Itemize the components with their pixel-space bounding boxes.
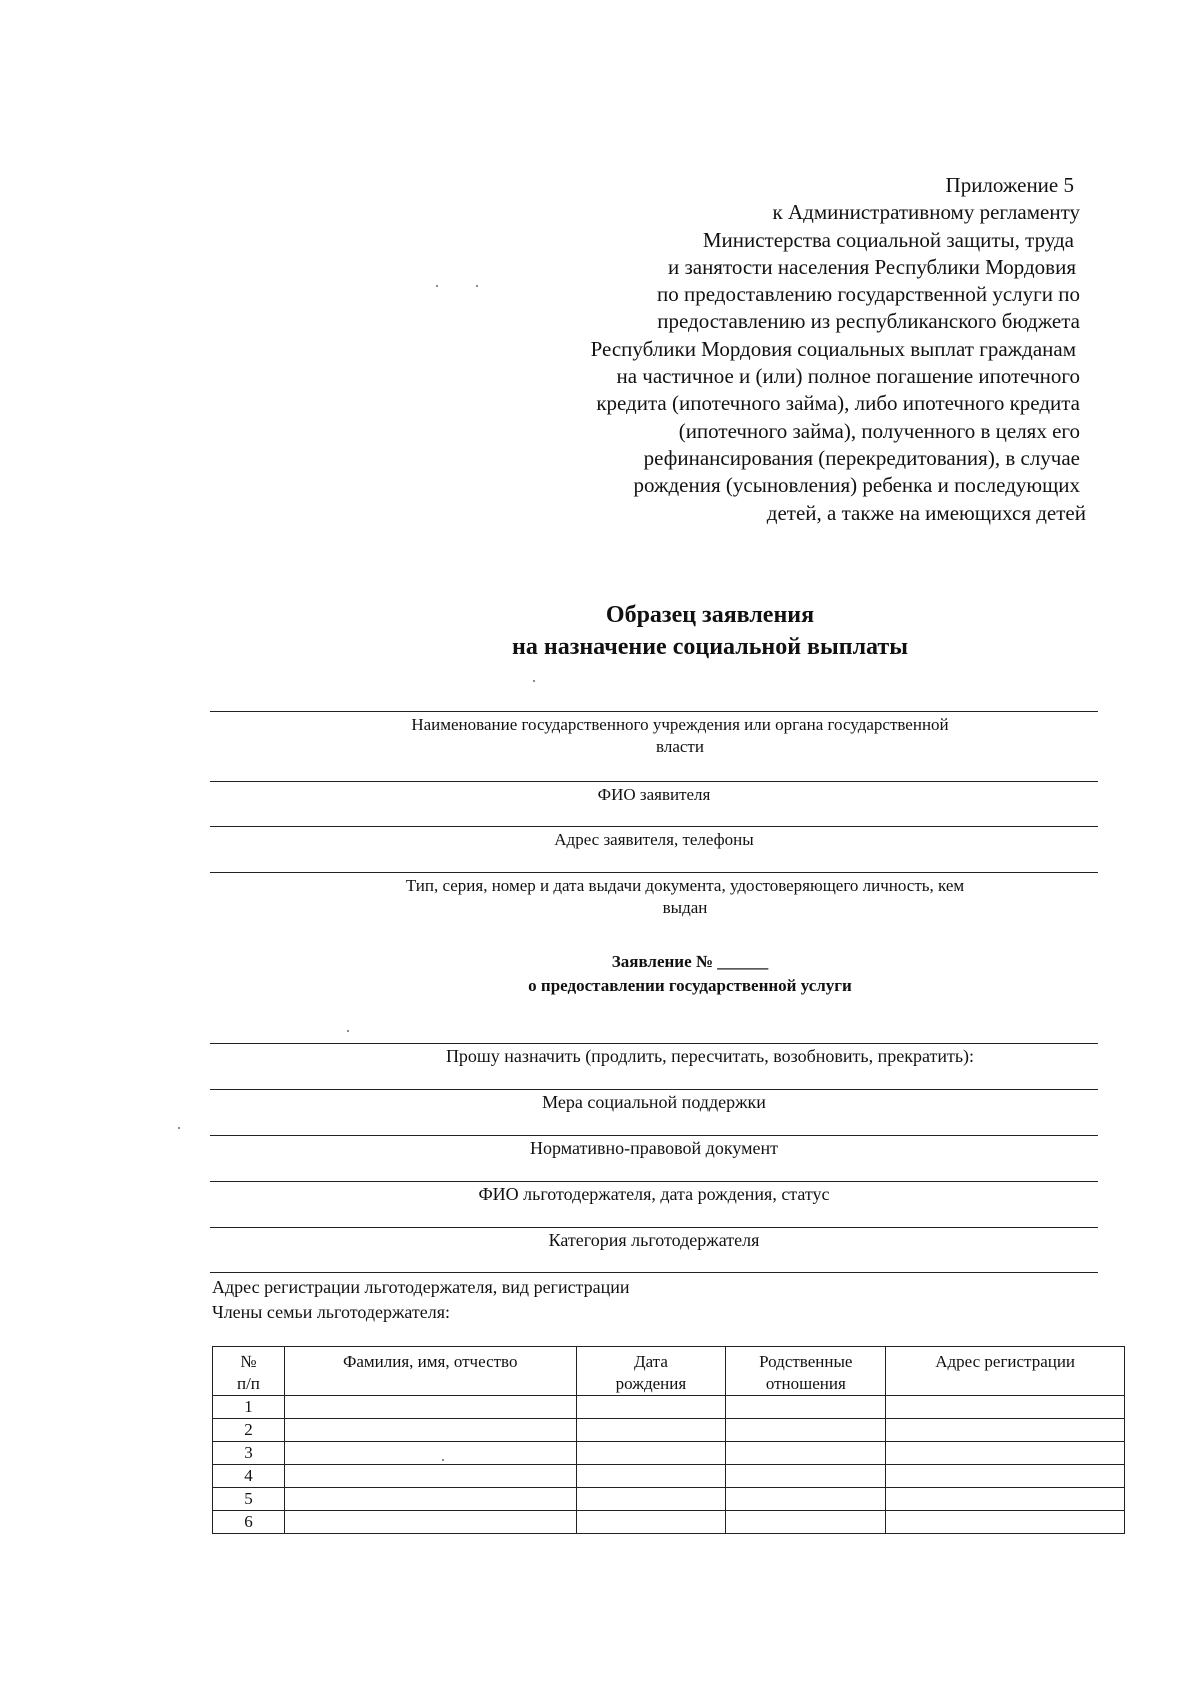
cell-name xyxy=(284,1488,576,1511)
cell-name xyxy=(284,1465,576,1488)
column-header-number xyxy=(213,1347,285,1396)
cell-address xyxy=(886,1396,1125,1419)
appendix-line: и занятости населения Республики Мордовия xyxy=(667,254,1076,279)
cell-relation xyxy=(726,1465,886,1488)
cell-relation xyxy=(726,1511,886,1534)
row-number: 1 xyxy=(213,1396,285,1419)
table-row xyxy=(213,1419,1125,1442)
column-header-relation-line1: Родственные xyxy=(759,1352,853,1371)
table-row xyxy=(213,1396,1125,1419)
institution-caption-line2: власти xyxy=(656,737,704,756)
cell-birth-date xyxy=(576,1396,726,1419)
cell-address xyxy=(886,1442,1125,1465)
field-line xyxy=(210,781,1098,782)
cell-name xyxy=(284,1442,576,1465)
table-row xyxy=(213,1465,1125,1488)
cell-address xyxy=(886,1511,1125,1534)
appendix-line: на частичное и (или) полное погашение ипотечного xyxy=(616,364,1080,389)
field-line xyxy=(210,711,1098,712)
appendix-line: предоставлению из республиканского бюджета xyxy=(657,309,1080,334)
document-title: Образец заявления xyxy=(605,602,815,628)
appendix-line: (ипотечного займа), полученного в целях его xyxy=(678,418,1080,443)
scan-speck xyxy=(178,1127,180,1129)
appendix-line: к Административному регламенту xyxy=(772,200,1080,225)
identity-document-caption-line2: выдан xyxy=(662,898,708,917)
family-members-table xyxy=(212,1346,1125,1534)
document-subtitle: на назначение социальной выплаты xyxy=(512,634,908,660)
cell-birth-date xyxy=(576,1511,726,1534)
row-number: 6 xyxy=(213,1511,285,1534)
request-caption: Прошу назначить (продлить, пересчитать, возобновить, прекратить): xyxy=(445,1046,975,1066)
legal-document-caption: Нормативно-правовой документ xyxy=(530,1138,778,1158)
institution-caption-line1: Наименование государственного учреждения или органа государственной xyxy=(411,715,949,734)
column-header-birth-date-line1: Дата xyxy=(633,1352,668,1371)
column-header-number-line1: № xyxy=(240,1352,257,1371)
column-header-relation xyxy=(726,1347,886,1396)
cell-address xyxy=(886,1488,1125,1511)
column-header-relation-line2: отношения xyxy=(765,1374,846,1393)
scan-speck xyxy=(442,1459,444,1461)
table-row xyxy=(213,1511,1125,1534)
appendix-line: Министерства социальной защиты, труда xyxy=(702,227,1074,252)
field-line xyxy=(210,1181,1098,1182)
applicant-fio-caption: ФИО заявителя xyxy=(597,785,711,804)
column-header-birth-date xyxy=(576,1347,726,1396)
row-number: 2 xyxy=(213,1419,285,1442)
row-number: 4 xyxy=(213,1465,285,1488)
cell-relation xyxy=(726,1488,886,1511)
cell-relation xyxy=(726,1396,886,1419)
beneficiary-caption: ФИО льготодержателя, дата рождения, статус xyxy=(478,1184,830,1204)
cell-address xyxy=(886,1419,1125,1442)
field-line xyxy=(210,826,1098,827)
registration-address-label: Адрес регистрации льготодержателя, вид регистрации xyxy=(212,1277,630,1297)
applicant-address-caption: Адрес заявителя, телефоны xyxy=(554,830,754,849)
table-row xyxy=(213,1488,1125,1511)
field-line xyxy=(210,872,1098,873)
application-subheading: о предоставлении государственной услуги xyxy=(528,976,852,995)
scan-speck xyxy=(347,1030,349,1032)
table-row xyxy=(213,1442,1125,1465)
field-line xyxy=(210,1043,1098,1044)
cell-relation xyxy=(726,1419,886,1442)
appendix-line: рождения (усыновления) ребенка и последующих xyxy=(633,473,1080,498)
row-number: 3 xyxy=(213,1442,285,1465)
scan-speck xyxy=(476,285,478,287)
cell-birth-date xyxy=(576,1488,726,1511)
appendix-header xyxy=(420,172,1086,527)
appendix-line: Приложение 5 xyxy=(945,173,1074,197)
appendix-line: по предоставлению государственной услуги по xyxy=(657,282,1080,307)
scan-speck xyxy=(436,285,438,287)
column-header-number-line2: п/п xyxy=(236,1374,260,1393)
column-header-name: Фамилия, имя, отчество xyxy=(284,1347,576,1396)
beneficiary-category-caption: Категория льготодержателя xyxy=(548,1230,760,1250)
row-number: 5 xyxy=(213,1488,285,1511)
cell-birth-date xyxy=(576,1442,726,1465)
identity-document-caption xyxy=(300,875,1070,919)
field-line xyxy=(210,1089,1098,1090)
cell-address xyxy=(886,1465,1125,1488)
cell-name xyxy=(284,1511,576,1534)
identity-document-caption-line1: Тип, серия, номер и дата выдачи документа, удостоверяющего личность, кем xyxy=(405,876,965,895)
appendix-line: кредита (ипотечного займа), либо ипотечного кредита xyxy=(596,391,1080,416)
column-header-address: Адрес регистрации xyxy=(886,1347,1125,1396)
field-line xyxy=(210,1227,1098,1228)
column-header-birth-date-line2: рождения xyxy=(615,1374,687,1393)
field-line xyxy=(210,1135,1098,1136)
appendix-line: детей, а также на имеющихся детей xyxy=(766,500,1086,525)
cell-birth-date xyxy=(576,1419,726,1442)
field-line xyxy=(210,1272,1098,1273)
application-heading: Заявление № ______ xyxy=(611,952,769,971)
support-measure-caption: Мера социальной поддержки xyxy=(542,1092,766,1112)
cell-name xyxy=(284,1396,576,1419)
institution-caption xyxy=(300,714,1060,758)
family-members-label: Члены семьи льготодержателя: xyxy=(212,1302,451,1322)
cell-relation xyxy=(726,1442,886,1465)
appendix-line: Республики Мордовия социальных выплат гражданам xyxy=(590,336,1076,361)
cell-birth-date xyxy=(576,1465,726,1488)
table-header-row xyxy=(213,1347,1125,1396)
scan-speck xyxy=(533,680,535,682)
cell-name xyxy=(284,1419,576,1442)
appendix-line: рефинансирования (перекредитования), в случае xyxy=(643,445,1080,470)
